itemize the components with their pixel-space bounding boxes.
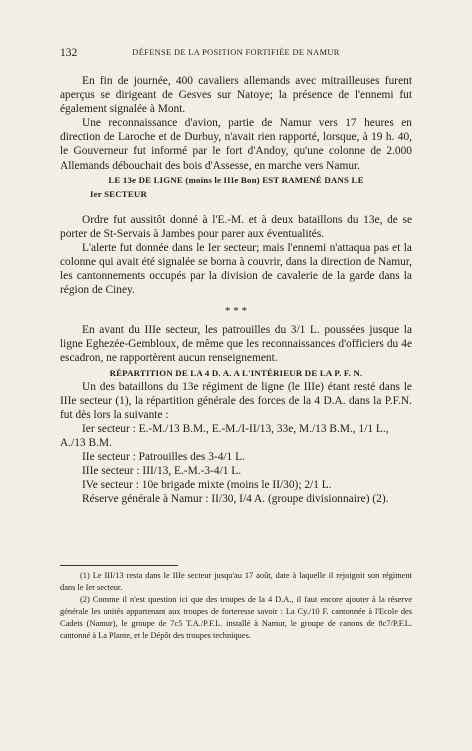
footnotes [60, 570, 412, 641]
section-heading [60, 173, 412, 201]
running-head [60, 47, 412, 61]
sector-line: IIIe secteur : III/13, E.-M.-3-4/1 L. [82, 465, 242, 478]
running-title: DÉFENSE DE LA POSITION FORTIFIÉE DE NAMUR [132, 48, 340, 57]
page-number: 132 [60, 47, 78, 59]
main-text [60, 74, 412, 506]
paragraph: Une reconnaissance d'avion, partie de Namur vers 17 heures en direction de Laroche et de Durbuy, n'avait rien rapporté, lorsque, à 19 h. 40, le Gouverneur fut informé par le fort d'Andoy, qu'une colonne de 2.000 Allemands débouchait des bois d'Assesse, en marche vers Namur. [60, 117, 412, 172]
paragraph: En fin de journée, 400 cavaliers allemands avec mitrailleuses furent aperçus se dirigeant de Gesves sur Natoye; la présence de l'ennemi fut également signalée à Mont. [60, 75, 412, 116]
paragraph: Ordre fut aussitôt donné à l'E.-M. et à deux bataillons du 13e, de se porter de St-Servais à Jambes pour parer aux éventualités. [60, 213, 412, 240]
sector-line: IIe secteur : Patrouilles des 3-4/1 L. [82, 450, 245, 463]
sector-line: Ier secteur : E.-M./13 B.M., E.-M./I-II/13, 33e, M./13 B.M., 1/1 L., [82, 422, 389, 435]
paragraph: Un des bataillons du 13e régiment de ligne (le IIIe) étant resté dans le IIIe secteur (1), la répartition générale des forces de la 4 D.A. dans la P.F.N. fut dès lors la suivante : [60, 380, 412, 421]
footnote-rule [60, 565, 178, 566]
section-heading-line: Ier SECTEUR [90, 188, 148, 199]
section-heading-line: LE 13e DE LIGNE (moins le IIIe Bon) EST RAMENÉ DANS LE [108, 174, 364, 185]
paragraph: L'alerte fut donnée dans le Ier secteur; mais l'ennemi n'attaqua pas et la colonne qui avait été signalée se borna à couvrir, dans la direction de Namur, les cantonnements occupés par la division de cavalerie de la garde dans la région de Ciney. [60, 241, 412, 297]
section-heading: RÉPARTITION DE LA 4 D. A. A L'INTÉRIEUR DE LA P. F. N. [109, 367, 363, 378]
sector-line: IVe secteur : 10e brigade mixte (moins le II/30); 2/1 L. [82, 479, 332, 492]
reserve-line: Réserve générale à Namur : II/30, I/4 A. (groupe divisionnaire) (2). [82, 493, 389, 506]
sector-line: A./13 B.M. [60, 436, 112, 449]
asterism: * * * [225, 305, 247, 318]
footnote: (2) Comme il n'est question ici que des troupes de la 4 D.A., il faut encore ajouter à la réserve générale les unités appartenant aux troupes de forteresse savoir : La Cy./10 F. cantonnée à l'Ecole des Cadets (Namur), le groupe de 7c5 T.A./P.F.L. installé à Namur, le groupe de canons de 8c7/P.F.L. cantonné à La Plante, et le Dépôt des troupes techniques. [60, 594, 412, 640]
paragraph: En avant du IIIe secteur, les patrouilles du 3/1 L. poussées jusque la ligne Eghezée-Gembloux, de même que les reconnaissances d'officiers du 4e escadron, ne rapportèrent aucun renseignement. [60, 324, 412, 365]
footnote: (1) Le III/13 resta dans le IIIe secteur jusqu'au 17 août, date à laquelle il rejoignit son régiment dans le Ier secteur. [60, 571, 412, 592]
